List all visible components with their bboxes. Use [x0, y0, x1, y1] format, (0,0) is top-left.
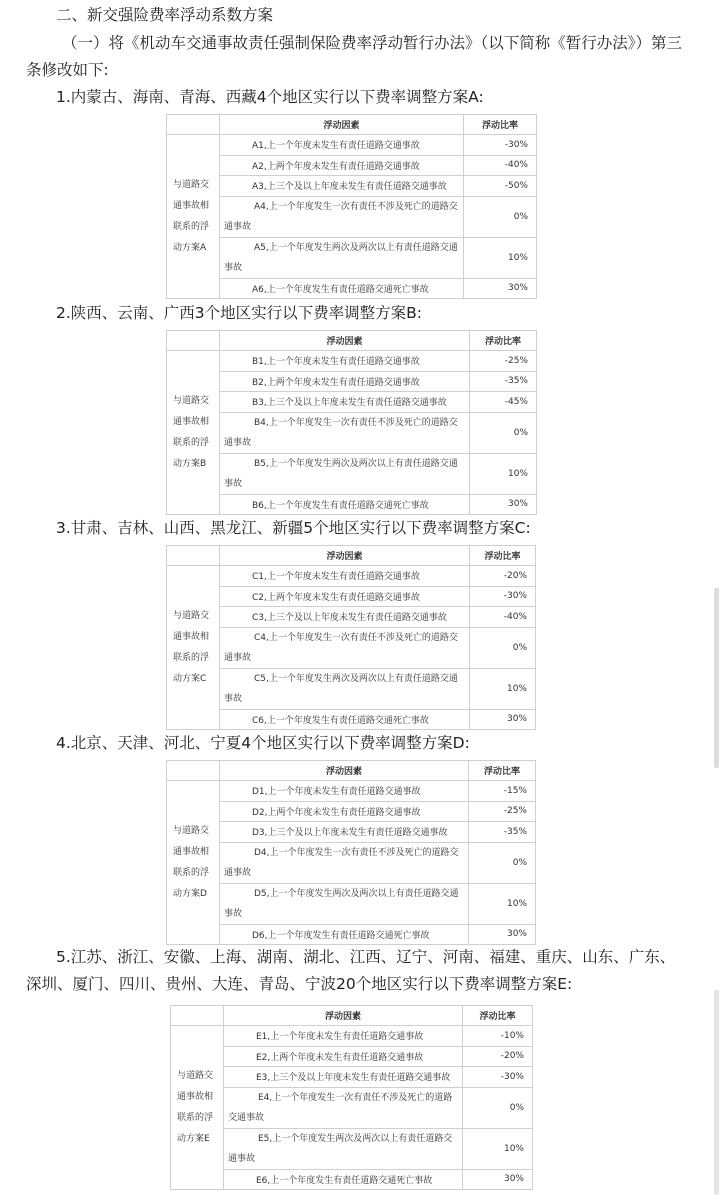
factor-cell: D6,上一个年度发生有责任道路交通死亡事故 [220, 924, 469, 945]
ratio-cell: 30% [469, 924, 536, 945]
header-ratio: 浮动比率 [464, 115, 537, 135]
header-factor: 浮动因素 [224, 1006, 463, 1026]
ratio-cell: 0% [470, 412, 537, 453]
plan-e-title-text: 5.江苏、浙江、安徽、上海、湖南、湖北、江西、辽宁、河南、福建、重庆、山东、广东、深圳、厦门、四川、贵州、大连、青岛、宁波20个地区实行以下费率调整方案E: [26, 948, 676, 993]
ratio-cell: 0% [463, 1087, 533, 1128]
plan-d-table [166, 760, 536, 945]
ratio-cell: -50% [464, 176, 537, 197]
plan-a-title: 1.内蒙古、海南、青海、西藏4个地区实行以下费率调整方案A: [56, 88, 484, 106]
plan-label: 与道路交通事故相联系的浮动方案B [167, 351, 220, 515]
ratio-cell: 10% [469, 883, 536, 924]
ratio-cell: 30% [463, 1169, 533, 1190]
factor-cell: B5,上一个年度发生两次及两次以上有责任道路交通事故 [220, 453, 470, 494]
ratio-cell: -25% [469, 801, 536, 822]
header-blank-cell [171, 1006, 224, 1026]
ratio-cell: -25% [470, 351, 537, 372]
factor-cell: B4,上一个年度发生一次有责任不涉及死亡的道路交通事故 [220, 412, 470, 453]
factor-cell: A3,上三个及以上年度未发生有责任道路交通事故 [220, 176, 464, 197]
ratio-cell: 10% [470, 668, 536, 709]
ratio-cell: 10% [464, 237, 537, 278]
ratio-cell: -10% [463, 1026, 533, 1047]
factor-cell: A4,上一个年度发生一次有责任不涉及死亡的道路交通事故 [220, 196, 464, 237]
ratio-cell: -45% [470, 392, 537, 413]
header-blank-cell [167, 115, 220, 135]
header-ratio: 浮动比率 [470, 331, 537, 351]
ratio-cell: 10% [463, 1128, 533, 1169]
header-factor: 浮动因素 [220, 115, 464, 135]
factor-cell: D1,上一个年度未发生有责任道路交通事故 [220, 781, 469, 802]
factor-cell: E1,上一个年度未发生有责任道路交通事故 [224, 1026, 463, 1047]
plan-label: 与道路交通事故相联系的浮动方案C [167, 566, 220, 730]
factor-cell: A5,上一个年度发生两次及两次以上有责任道路交通事故 [220, 237, 464, 278]
header-factor: 浮动因素 [220, 761, 469, 781]
plan-label: 与道路交通事故相联系的浮动方案E [171, 1026, 224, 1190]
factor-cell: B1,上一个年度未发生有责任道路交通事故 [220, 351, 470, 372]
plan-label: 与道路交通事故相联系的浮动方案D [167, 781, 220, 945]
plan-label: 与道路交通事故相联系的浮动方案A [167, 135, 220, 299]
factor-cell: B3,上三个及以上年度未发生有责任道路交通事故 [220, 392, 470, 413]
factor-cell: C2,上两个年度未发生有责任道路交通事故 [220, 586, 470, 607]
ratio-cell: -20% [470, 566, 536, 587]
scrollbar-track-segment[interactable] [714, 990, 719, 1195]
header-blank-cell [167, 761, 220, 781]
intro-paragraph [26, 30, 686, 84]
intro-text: （一）将《机动车交通事故责任强制保险费率浮动暂行办法》（以下简称《暂行办法》）第三条修改如下: [26, 34, 683, 79]
factor-cell: A2,上两个年度未发生有责任道路交通事故 [220, 155, 464, 176]
factor-cell: D5,上一个年度发生两次及两次以上有责任道路交通事故 [220, 883, 469, 924]
factor-cell: C3,上三个及以上年度未发生有责任道路交通事故 [220, 607, 470, 628]
ratio-cell: -20% [463, 1046, 533, 1067]
header-ratio: 浮动比率 [469, 761, 536, 781]
factor-cell: D4,上一个年度发生一次有责任不涉及死亡的道路交通事故 [220, 842, 469, 883]
factor-cell: A6,上一个年度发生有责任道路交通死亡事故 [220, 278, 464, 299]
ratio-cell: -40% [464, 155, 537, 176]
ratio-cell: 30% [470, 494, 537, 515]
ratio-cell: 0% [470, 627, 536, 668]
factor-cell: E5,上一个年度发生两次及两次以上有责任道路交通事故 [224, 1128, 463, 1169]
ratio-cell: -30% [463, 1067, 533, 1088]
ratio-cell: -40% [470, 607, 536, 628]
ratio-cell: 10% [470, 453, 537, 494]
header-ratio: 浮动比率 [470, 546, 536, 566]
ratio-cell: 0% [464, 196, 537, 237]
factor-cell: E6,上一个年度发生有责任道路交通死亡事故 [224, 1169, 463, 1190]
factor-cell: D3,上三个及以上年度未发生有责任道路交通事故 [220, 822, 469, 843]
ratio-cell: 0% [469, 842, 536, 883]
ratio-cell: -35% [470, 371, 537, 392]
ratio-cell: -30% [464, 135, 537, 156]
factor-cell: C1,上一个年度未发生有责任道路交通事故 [220, 566, 470, 587]
ratio-cell: -30% [470, 586, 536, 607]
header-factor: 浮动因素 [220, 331, 470, 351]
header-factor: 浮动因素 [220, 546, 470, 566]
ratio-cell: -35% [469, 822, 536, 843]
plan-d-title: 4.北京、天津、河北、宁夏4个地区实行以下费率调整方案D: [56, 734, 470, 752]
factor-cell: A1,上一个年度未发生有责任道路交通事故 [220, 135, 464, 156]
factor-cell: D2,上两个年度未发生有责任道路交通事故 [220, 801, 469, 822]
factor-cell: C6,上一个年度发生有责任道路交通死亡事故 [220, 709, 470, 730]
scrollbar-thumb[interactable] [714, 588, 719, 768]
ratio-cell: 30% [464, 278, 537, 299]
plan-c-table [166, 545, 536, 730]
factor-cell: B2,上两个年度未发生有责任道路交通事故 [220, 371, 470, 392]
plan-e-table [170, 1005, 533, 1190]
factor-cell: C5,上一个年度发生两次及两次以上有责任道路交通事故 [220, 668, 470, 709]
factor-cell: E3,上三个及以上年度未发生有责任道路交通事故 [224, 1067, 463, 1088]
ratio-cell: -15% [469, 781, 536, 802]
header-blank-cell [167, 546, 220, 566]
header-ratio: 浮动比率 [463, 1006, 533, 1026]
factor-cell: E2,上两个年度未发生有责任道路交通事故 [224, 1046, 463, 1067]
ratio-cell: 30% [470, 709, 536, 730]
plan-c-title: 3.甘肃、吉林、山西、黑龙江、新疆5个地区实行以下费率调整方案C: [56, 519, 531, 537]
plan-b-table [166, 330, 537, 515]
factor-cell: E4,上一个年度发生一次有责任不涉及死亡的道路交通事故 [224, 1087, 463, 1128]
factor-cell: C4,上一个年度发生一次有责任不涉及死亡的道路交通事故 [220, 627, 470, 668]
plan-a-table [166, 114, 537, 299]
plan-e-title [26, 944, 686, 998]
plan-b-title: 2.陕西、云南、广西3个地区实行以下费率调整方案B: [56, 304, 423, 322]
section-heading: 二、新交强险费率浮动系数方案 [56, 6, 274, 24]
factor-cell: B6,上一个年度发生有责任道路交通死亡事故 [220, 494, 470, 515]
header-blank-cell [167, 331, 220, 351]
